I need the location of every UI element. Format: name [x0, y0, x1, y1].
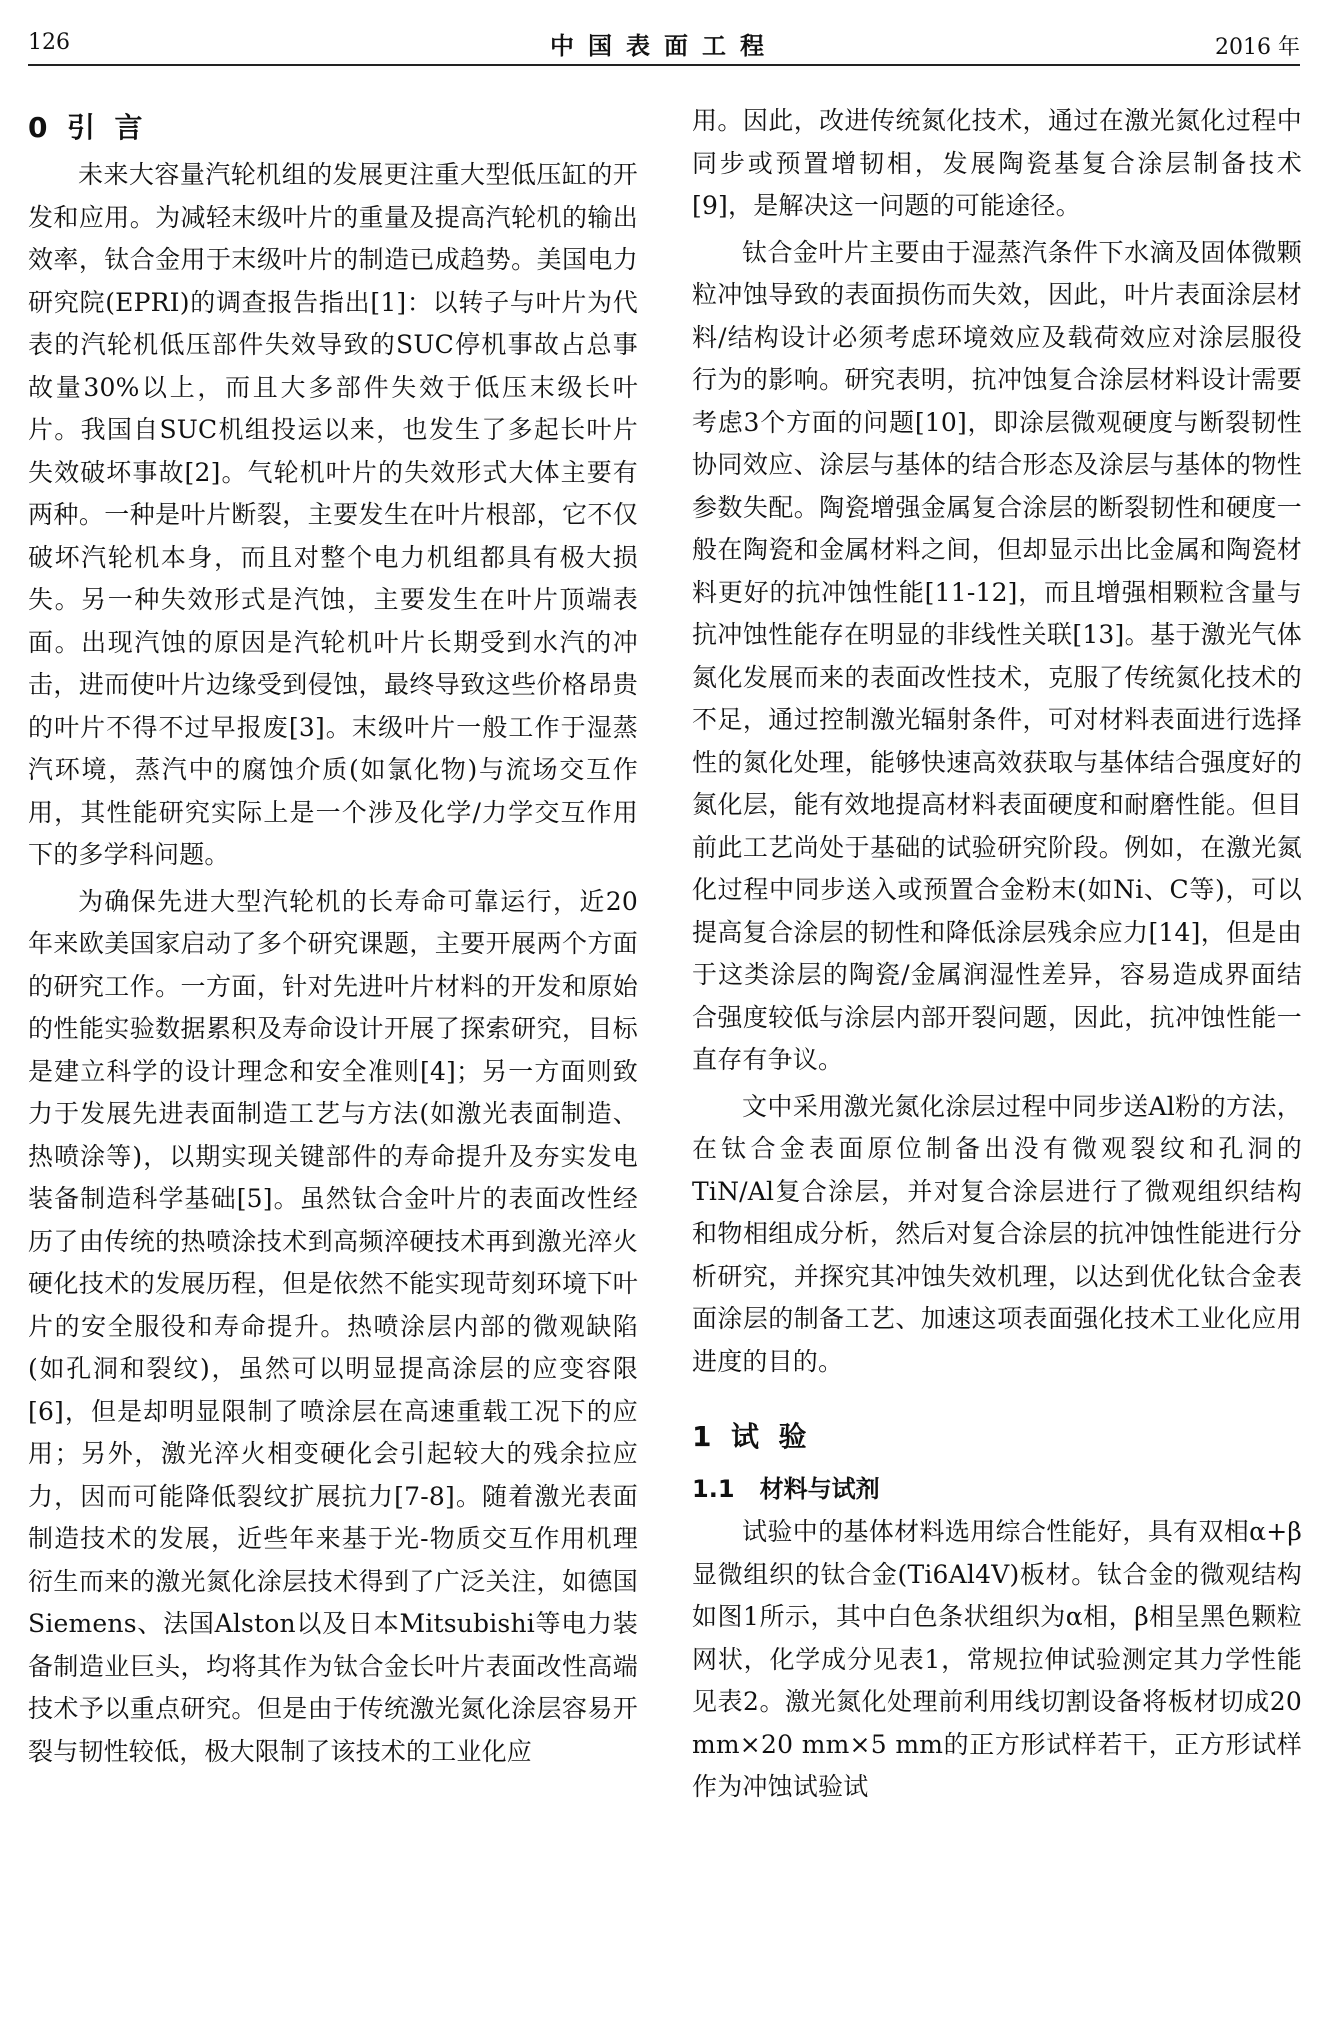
intro-paragraph-2-continued: 用。因此，改进传统氮化技术，通过在激光氮化过程中同步或预置增韧相，发展陶瓷基复合涂层制备技术[9]，是解决这一问题的可能途径。: [692, 106, 1302, 220]
materials-paragraph: 试验中的基体材料选用综合性能好，具有双相α+β 显微组织的钛合金(Ti6Al4V)板材。钛合金的微观结构如图1所示，其中白色条状组织为α相，β相呈黑色颗粒网状，化学成分见表1，常规拉伸试验测定其力学性能见表2。激光氮化处理前利用线切割设备将板材切成20 mm×20 mm×5 mm的正方形试样若干，正方形试样作为冲蚀试验试: [692, 1517, 1302, 1801]
right-column: [692, 100, 1302, 1809]
intro-paragraph-3: 钛合金叶片主要由于湿蒸汽条件下水滴及固体微颗粒冲蚀导致的表面损伤而失效，因此，叶片表面涂层材料/结构设计必须考虑环境效应及载荷效应对涂层服役行为的影响。研究表明，抗冲蚀复合涂层材料设计需要考虑3个方面的问题[10]，即涂层微观硬度与断裂韧性协同效应、涂层与基体的结合形态及涂层与基体的物性参数失配。陶瓷增强金属复合涂层的断裂韧性和硬度一般在陶瓷和金属材料之间，但却显示出比金属和陶瓷材料更好的抗冲蚀性能[11-12]，而且增强相颗粒含量与抗冲蚀性能存在明显的非线性关联[13]。基于激光气体氮化发展而来的表面改性技术，克服了传统氮化技术的不足，通过控制激光辐射条件，可对材料表面进行选择性的氮化处理，能够快速高效获取与基体结合强度好的氮化层，能有效地提高材料表面硬度和耐磨性能。但目前此工艺尚处于基础的试验研究阶段。例如，在激光氮化过程中同步送入或预置合金粉末(如Ni、C等)，可以提高复合涂层的韧性和降低涂层残余应力[14]，但是由于这类涂层的陶瓷/金属润湿性差异，容易造成界面结合强度较低与涂层内部开裂问题，因此，抗冲蚀性能一直存有争议。: [692, 237, 1302, 1074]
page-number: 126: [28, 30, 70, 55]
subsection-1-1-title: 1.1 材料与试剂: [692, 1475, 880, 1503]
page-header: [28, 24, 1300, 66]
intro-paragraph-2: 为确保先进大型汽轮机的长寿命可靠运行，近20年来欧美国家启动了多个研究课题，主要开展两个方面的研究工作。一方面，针对先进叶片材料的开发和原始的性能实验数据累积及寿命设计开展了探索研究，目标是建立科学的设计理念和安全准则[4]；另一方面则致力于发展先进表面制造工艺与方法(如激光表面制造、热喷涂等)，以期实现关键部件的寿命提升及夯实发电装备制造科学基础[5]。虽然钛合金叶片的表面改性经历了由传统的热喷涂技术到高频淬硬技术再到激光淬火硬化技术的发展历程，但是依然不能实现苛刻环境下叶片的安全服役和寿命提升。热喷涂层内部的微观缺陷(如孔洞和裂纹)，虽然可以明显提高涂层的应变容限[6]，但是却明显限制了喷涂层在高速重载工况下的应用；另外，激光淬火相变硬化会引起较大的残余拉应力，因而可能降低裂纹扩展抗力[7-8]。随着激光表面制造技术的发展，近些年来基于光-物质交互作用机理衍生而来的激光氮化涂层技术得到了广泛关注，如德国Siemens、法国Alston以及日本Mitsubishi等电力装备制造业巨头，均将其作为钛合金长叶片表面改性高端技术予以重点研究。但是由于传统激光氮化涂层容易开裂与韧性较低，极大限制了该技术的工业化应: [28, 886, 638, 1766]
section-0-title: 0 引 言: [28, 111, 143, 144]
intro-paragraph-1: 未来大容量汽轮机组的发展更注重大型低压缸的开发和应用。为减轻末级叶片的重量及提高汽轮机的输出效率，钛合金用于末级叶片的制造已成趋势。美国电力研究院(EPRI)的调查报告指出[1]：以转子与叶片为代表的汽轮机低压部件失效导致的SUC停机事故占总事故量30%以上，而且大多部件失效于低压末级长叶片。我国自SUC机组投运以来，也发生了多起长叶片失效破坏事故[2]。气轮机叶片的失效形式大体主要有两种。一种是叶片断裂，主要发生在叶片根部，它不仅破坏汽轮机本身，而且对整个电力机组都具有极大损失。另一种失效形式是汽蚀，主要发生在叶片顶端表面。出现汽蚀的原因是汽轮机叶片长期受到水汽的冲击，进而使叶片边缘受到侵蚀，最终导致这些价格昂贵的叶片不得不过早报废[3]。末级叶片一般工作于湿蒸汽环境，蒸汽中的腐蚀介质(如氯化物)与流场交互作用，其性能研究实际上是一个涉及化学/力学交互作用下的多学科问题。: [28, 160, 638, 869]
section-1-title: 1 试 验: [692, 1420, 807, 1453]
intro-paragraph-4: 文中采用激光氮化涂层过程中同步送Al粉的方法，在钛合金表面原位制备出没有微观裂纹和孔洞的TiN/Al复合涂层，并对复合涂层进行了微观组织结构和物相组成分析，然后对复合涂层的抗冲蚀性能进行分析研究，并探究其冲蚀失效机理，以达到优化钛合金表面涂层的制备工艺、加速这项表面强化技术工业化应用进度的目的。: [692, 1091, 1302, 1376]
left-column: [28, 100, 638, 1773]
section-spacer: [692, 1383, 1302, 1409]
publication-year: 2016 年: [1215, 35, 1300, 60]
journal-title: 中国表面工程: [550, 32, 778, 60]
